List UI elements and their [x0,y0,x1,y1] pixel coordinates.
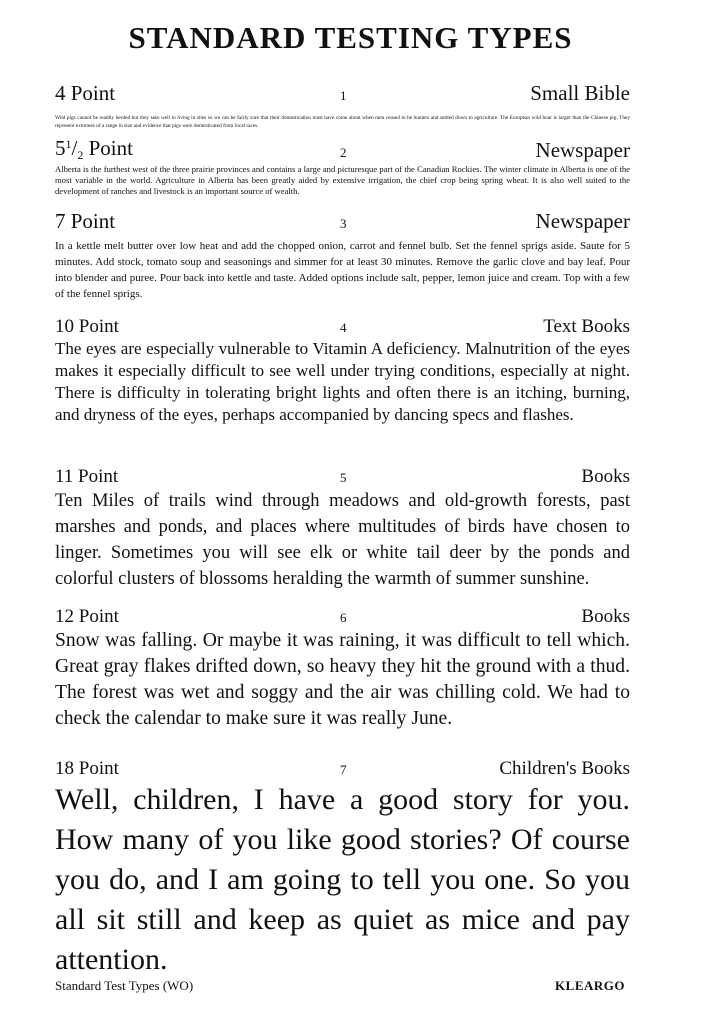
usage-label: Newspaper [535,209,630,233]
size-label: 7 Point [55,209,116,233]
type-sample-12pt [55,600,630,732]
brand-name: KLEARGO [555,978,625,993]
usage-label: Text Books [543,316,630,337]
sample-text: The eyes are especially vulnerable to Vitamin A deficiency. Malnutrition of the eyes makes it especially difficult to see well under trying conditions, especially at night. There is difficulty in tolerating bright lights and often there is an itching, burning, and dryness of the eyes, perhaps accompanied by dancing specs and flashes. [55,339,630,424]
type-sample-18pt [55,752,630,980]
size-label-numerator: 1 [65,137,72,151]
type-sample-7pt [55,206,630,302]
sample-text: Wild pigs cannot be readily herded but they take well to living in sties so we can be fairly sure that their domestication must have come about when men ceased to be hunters and settled down to agriculture. The European wild boar is larger than the Chinese pig. They represent extremes of a range in size and evidence that pigs were domesticated from local races. [55,115,630,129]
sample-number: 3 [340,216,347,231]
type-sample-4pt [55,78,630,130]
size-label: 4 Point [55,81,116,105]
sample-number: 7 [340,762,347,777]
type-sample-10pt [55,310,630,426]
sample-text: In a kettle melt butter over low heat and add the chopped onion, carrot and fennel bulb. Set the fennel sprigs aside. Saute for 5 minutes. Add stock, tomato soup and seasonings and simmer for at least 30 minutes. Remove the garlic clove and bay leaf. Pour into blender and puree. Pour back into kettle and taste. Added options include salt, pepper, lemon juice and cream. Top with a few of the fennel sprigs. [55,240,630,300]
size-label: 12 Point [55,606,119,627]
sample-text: Ten Miles of trails wind through meadows and old-growth forests, past marshes and ponds, and places where multitudes of birds have chosen to linger. Sometimes you will see elk or white tail deer by the ponds and colorful clusters of blossoms heralding the warmth of summer sunshine. [55,491,630,589]
sample-number: 6 [340,610,347,625]
usage-label: Books [581,606,630,627]
sample-text: Well, children, I have a good story for you. How many of you like good stories? Of course you do, and I am going to tell you one. So you all sit still and keep as quiet as mice and pay attention. [55,783,630,976]
type-sample-5-5pt [55,136,630,197]
sample-number: 2 [340,145,347,160]
usage-label: Books [581,466,630,487]
size-label-whole: 5 [55,136,66,160]
usage-label: Newspaper [535,138,630,162]
sample-number: 1 [340,88,347,103]
size-label: 11 Point [55,466,119,487]
type-sample-11pt [55,460,630,592]
size-label-denominator: 2 [77,148,84,162]
sample-text: Alberta is the furthest west of the three prairie provinces and contains a large and picturesque part of the Canadian Rockies. The winter climate in Alberta is one of the most variable in the world. Agriculture in Alberta has been greatly aided by extensive irrigation, the chief crop being spring wheat. It is also well suited to the development of ranches and livestock is an important source of wealth. [55,164,630,196]
usage-label: Small Bible [530,81,630,105]
size-label: 18 Point [55,758,119,779]
footer-label: Standard Test Types (WO) [55,978,194,993]
usage-label: Children's Books [499,758,630,779]
size-label: $5^1/2$ Point [55,136,133,162]
size-label-unit: Point [83,136,133,160]
sample-text: Snow was falling. Or maybe it was raining, it was difficult to tell which. Great gray flakes drifted down, so heavy they hit the ground with a thud. The forest was wet and soggy and the air was chilling cold. We had to check the calendar to make sure it was really June. [55,630,630,729]
sample-number: 5 [340,470,347,485]
page-title: STANDARD TESTING TYPES [128,20,573,55]
size-label: 10 Point [55,316,119,337]
sample-number: 4 [340,320,347,335]
